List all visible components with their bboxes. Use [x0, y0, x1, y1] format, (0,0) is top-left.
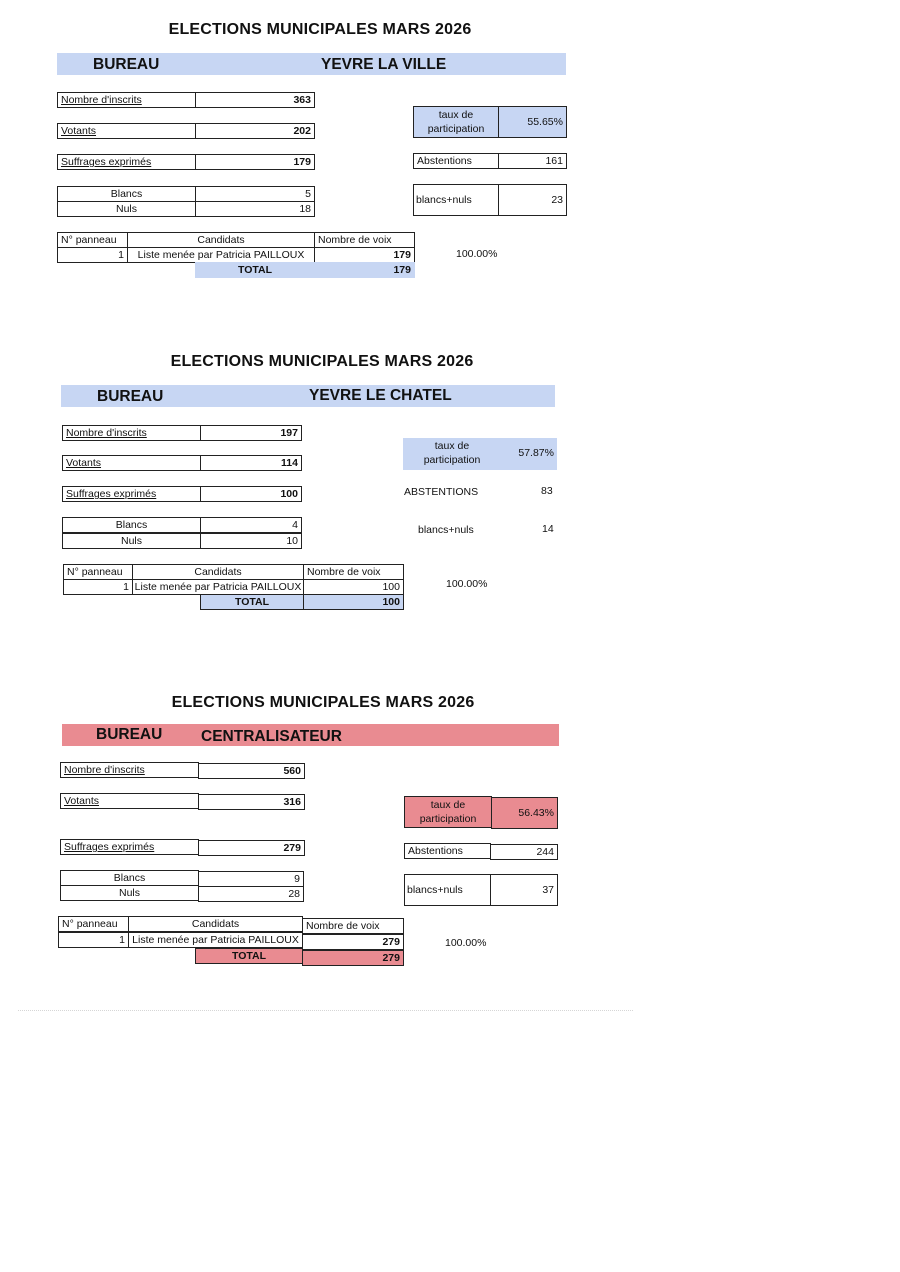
taux-value: 55.65% [498, 106, 567, 138]
inscrits-label: Nombre d'inscrits [57, 92, 196, 108]
percentage: 100.00% [456, 248, 498, 260]
section-title: ELECTIONS MUNICIPALES MARS 2026 [168, 21, 472, 38]
inscrits-label: Nombre d'inscrits [62, 425, 201, 441]
votants-value: 202 [195, 123, 315, 139]
exprimes-label: Suffrages exprimés [57, 154, 196, 170]
blancs-value: 5 [195, 186, 315, 202]
abstentions-value: 83 [541, 485, 553, 497]
nuls-label: Nuls [62, 533, 201, 549]
col-candidats: Candidats [128, 916, 303, 932]
nuls-value: 18 [195, 201, 315, 217]
col-voix: Nombre de voix [302, 918, 404, 934]
taux-value: 57.87% [500, 438, 557, 470]
col-candidats: Candidats [127, 232, 315, 248]
taux-label [403, 438, 501, 470]
taux-label-line2: participation [423, 454, 481, 466]
inscrits-value: 363 [195, 92, 315, 108]
abstentions-value: 161 [498, 153, 567, 169]
exprimes-label: Suffrages exprimés [62, 486, 201, 502]
nuls-value: 28 [198, 886, 304, 902]
abstentions-label: Abstentions [404, 843, 491, 859]
col-panneau: N° panneau [57, 232, 128, 248]
blancs-label: Blancs [57, 186, 196, 202]
col-panneau: N° panneau [58, 916, 129, 932]
row-panneau: 1 [58, 932, 129, 948]
total-label: TOTAL [200, 594, 304, 610]
votants-value: 316 [198, 794, 305, 810]
blancs-nuls-value: 14 [542, 523, 554, 535]
total-value: 179 [314, 262, 415, 278]
taux-label-line2: participation [419, 813, 477, 825]
taux-label [404, 796, 492, 828]
bureau-name: YEVRE LA VILLE [321, 56, 447, 73]
row-panneau: 1 [57, 247, 128, 263]
blancs-nuls-value: 23 [498, 184, 567, 216]
inscrits-label: Nombre d'inscrits [60, 762, 199, 778]
votants-value: 114 [200, 455, 302, 471]
total-value: 279 [302, 950, 404, 966]
blancs-nuls-label: blancs+nuls [413, 184, 499, 216]
nuls-label: Nuls [57, 201, 196, 217]
abstentions-value: 244 [490, 844, 558, 860]
total-label: TOTAL [195, 948, 303, 964]
abstentions-label: ABSTENTIONS [404, 486, 479, 498]
col-voix: Nombre de voix [303, 564, 404, 580]
col-candidats: Candidats [132, 564, 304, 580]
votants-label: Votants [57, 123, 196, 139]
col-voix: Nombre de voix [314, 232, 415, 248]
row-voix: 279 [302, 934, 404, 950]
bureau-banner [61, 385, 555, 407]
row-voix: 179 [314, 247, 415, 263]
exprimes-value: 100 [200, 486, 302, 502]
row-candidat: Liste menée par Patricia PAILLOUX [128, 932, 303, 948]
blancs-nuls-label: blancs+nuls [404, 874, 491, 906]
blancs-label: Blancs [62, 517, 201, 533]
inscrits-value: 197 [200, 425, 302, 441]
nuls-label: Nuls [60, 885, 199, 901]
votants-label: Votants [62, 455, 201, 471]
section-title: ELECTIONS MUNICIPALES MARS 2026 [170, 353, 474, 370]
row-panneau: 1 [63, 579, 133, 595]
inscrits-value: 560 [198, 763, 305, 779]
col-panneau: N° panneau [63, 564, 133, 580]
bureau-label: BUREAU [93, 56, 160, 73]
scan-divider [18, 1010, 633, 1011]
blancs-label: Blancs [60, 870, 199, 886]
bureau-name: CENTRALISATEUR [201, 728, 342, 745]
bureau-label: BUREAU [96, 726, 163, 743]
exprimes-value: 179 [195, 154, 315, 170]
taux-label-line1: taux de [434, 440, 470, 452]
bureau-name: YEVRE LE CHATEL [309, 387, 452, 404]
total-label: TOTAL [195, 262, 315, 278]
abstentions-label: Abstentions [413, 153, 499, 169]
blancs-nuls-value: 37 [490, 874, 558, 906]
blancs-value: 4 [200, 517, 302, 533]
taux-label-line2: participation [427, 123, 485, 135]
blancs-nuls-label: blancs+nuls [418, 524, 474, 536]
row-voix: 100 [303, 579, 404, 595]
votants-label: Votants [60, 793, 199, 809]
bureau-banner [62, 724, 559, 746]
taux-label-line1: taux de [430, 799, 466, 811]
bureau-label: BUREAU [97, 388, 164, 405]
row-candidat: Liste menée par Patricia PAILLOUX [127, 247, 315, 263]
percentage: 100.00% [446, 578, 488, 590]
total-value: 100 [303, 594, 404, 610]
row-candidat: Liste menée par Patricia PAILLOUX [132, 579, 304, 595]
section-title: ELECTIONS MUNICIPALES MARS 2026 [171, 694, 475, 711]
exprimes-value: 279 [198, 840, 305, 856]
taux-label-line1: taux de [438, 109, 474, 121]
taux-value: 56.43% [491, 797, 558, 829]
nuls-value: 10 [200, 533, 302, 549]
blancs-value: 9 [198, 871, 304, 887]
exprimes-label: Suffrages exprimés [60, 839, 199, 855]
percentage: 100.00% [445, 937, 487, 949]
